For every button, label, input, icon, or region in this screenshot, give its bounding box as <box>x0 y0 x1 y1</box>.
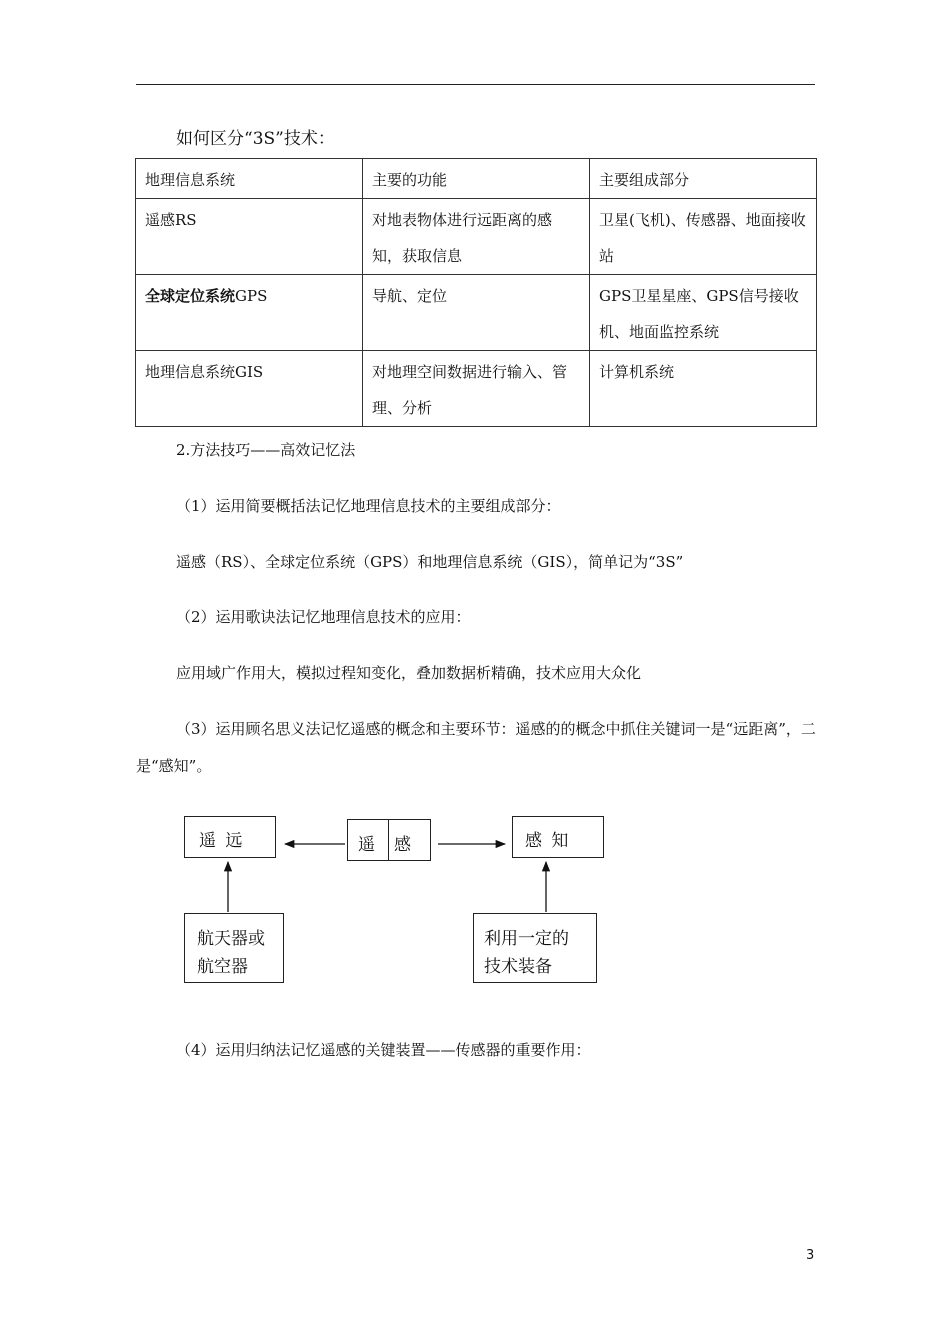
table-cell: 遥感RS <box>136 199 363 275</box>
gps-bold-label: 全球定位系统 <box>145 287 236 305</box>
remote-char: 遥 <box>358 835 375 855</box>
sense-char: 感 <box>394 835 411 855</box>
table-cell: 对地表物体进行远距离的感知，获取信息 <box>363 199 590 275</box>
equipment-line-2: 技术装备 <box>484 957 552 977</box>
paragraph-3: （3）运用顾名思义法记忆遥感的概念和主要环节：遥感的的概念中抓住关键词一是“远距离”，二是“感知”。 <box>136 720 816 775</box>
3s-comparison-table <box>135 158 817 427</box>
table-cell: 计算机系统 <box>590 351 817 427</box>
paragraph-2-body: 应用域广作用大，模拟过程知变化，叠加数据析精确，技术应用大众化 <box>176 664 642 682</box>
paragraph-2-title: （2）运用歌诀法记忆地理信息技术的应用： <box>176 608 471 626</box>
equipment-box <box>473 913 597 983</box>
table-cell <box>136 275 363 351</box>
page-number: 3 <box>806 1248 815 1263</box>
gps-suffix: GPS <box>235 287 268 305</box>
table-cell: GPS卫星星座、GPS信号接收机、地面监控系统 <box>590 275 817 351</box>
table-row <box>136 351 817 427</box>
remote-sensing-box <box>347 819 431 861</box>
paragraph-1-body: 遥感（RS）、全球定位系统（GPS）和地理信息系统（GIS），简单记为“3S” <box>176 553 684 571</box>
table-cell: 导航、定位 <box>363 275 590 351</box>
box-divider <box>388 820 389 860</box>
paragraph-4-title: （4）运用归纳法记忆遥感的关键装置——传感器的重要作用： <box>176 1041 591 1059</box>
table-cell: 地理信息系统GIS <box>136 351 363 427</box>
table-header-row <box>136 159 817 199</box>
page-heading: 如何区分“3S”技术： <box>176 129 335 149</box>
table-cell: 卫星(飞机)、传感器、地面接收站 <box>590 199 817 275</box>
table-header-cell: 地理信息系统 <box>136 159 363 199</box>
perceive-box <box>512 816 604 858</box>
table-header-cell: 主要的功能 <box>363 159 590 199</box>
section-title: 2.方法技巧——高效记忆法 <box>176 441 356 459</box>
far-box <box>184 816 276 858</box>
perceive-label: 感 知 <box>525 831 571 851</box>
table-row <box>136 199 817 275</box>
table-cell: 对地理空间数据进行输入、管理、分析 <box>363 351 590 427</box>
far-label: 遥 远 <box>199 831 245 851</box>
aircraft-line-1: 航天器或 <box>197 929 265 949</box>
aircraft-box <box>184 913 284 983</box>
equipment-line-1: 利用一定的 <box>484 929 569 949</box>
aircraft-line-2: 航空器 <box>197 957 248 977</box>
paragraph-1-title: （1）运用简要概括法记忆地理信息技术的主要组成部分： <box>176 497 561 515</box>
table-header-cell: 主要组成部分 <box>590 159 817 199</box>
table-row <box>136 275 817 351</box>
header-rule <box>136 84 815 85</box>
